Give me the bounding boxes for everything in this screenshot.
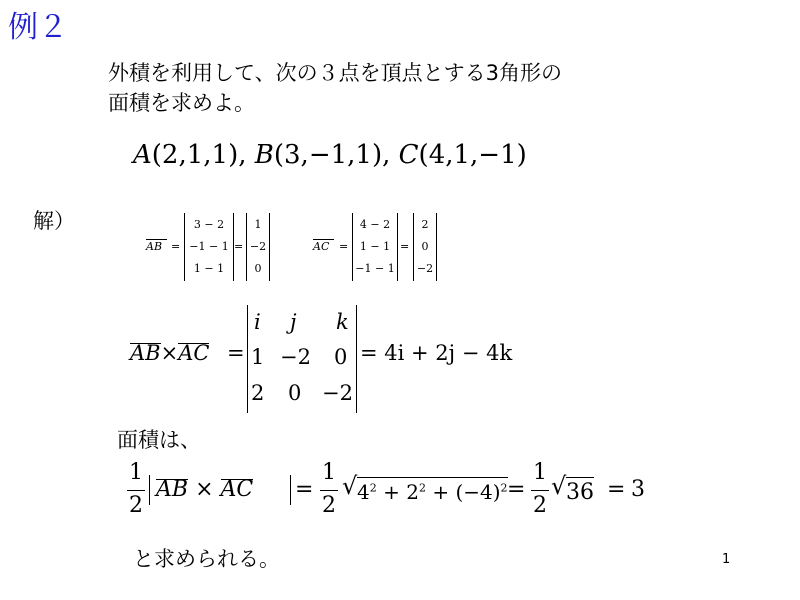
cross-product [130, 305, 530, 420]
vector-ac-result-column [413, 213, 437, 281]
problem-statement [108, 58, 562, 118]
equals-sign: = [234, 240, 244, 253]
equals-sign: = [339, 240, 349, 253]
vector-ab-diff-y: −1 − 1 [189, 240, 229, 253]
vector-ab-text: AB [156, 477, 189, 502]
sqrt-sign: √ [342, 472, 358, 500]
term-base: (−4) [455, 480, 501, 504]
vector-ac-diff-column [352, 213, 398, 281]
vector-ac-label [313, 240, 329, 253]
arrow-bar [221, 479, 254, 480]
point-c-coords: (4,1,−1) [418, 140, 527, 170]
matrix-cell: k [336, 310, 349, 334]
vector-ac-symbol [178, 341, 209, 365]
point-a-coords: (2,1,1) [151, 140, 239, 170]
equals-sign: = [227, 341, 245, 365]
fraction-half-3 [531, 460, 549, 518]
area-result: 3 [631, 477, 645, 502]
cross-product-lhs [130, 341, 209, 365]
magnitude-bars [149, 475, 291, 505]
vector-ab-z: 0 [254, 262, 262, 275]
matrix-cell: −2 [322, 381, 353, 405]
point-c-label: C [398, 140, 419, 170]
matrix-cell: i [254, 310, 261, 334]
denominator: 2 [322, 493, 336, 518]
point-a-label: A [133, 140, 152, 170]
fraction-half-2 [320, 460, 338, 518]
denominator: 2 [129, 493, 143, 518]
separator: , [382, 140, 391, 170]
vector-ab-y: −2 [249, 240, 267, 253]
matrix-cell: −2 [280, 345, 311, 369]
equals-sign: = [400, 240, 410, 253]
vector-ab-label [146, 240, 162, 253]
equals-sign: = [607, 477, 626, 502]
numerator: 1 [322, 460, 336, 485]
matrix-cell: 0 [334, 345, 348, 369]
slide-title: 例２ [8, 10, 68, 45]
vector-ab-symbol [130, 341, 161, 365]
vector-ab-result-column [246, 213, 270, 281]
vector-ab-symbol [156, 477, 188, 502]
equals-sign: = [171, 240, 181, 253]
arrow-bar [313, 239, 334, 240]
vector-ac-diff-x: 4 − 2 [359, 218, 391, 231]
vector-ac-text: AC [178, 341, 210, 365]
fraction-half-1 [127, 460, 145, 518]
vector-ac-z: −2 [416, 262, 434, 275]
arrow-bar [130, 343, 161, 344]
matrix-cell: 1 [251, 345, 265, 369]
vector-ac-y: 0 [421, 240, 429, 253]
conclusion-text: と求められる。 [133, 547, 280, 571]
times-sign: × [160, 341, 179, 365]
denominator: 2 [533, 493, 547, 518]
fraction-bar [127, 490, 145, 491]
term-base: 4 [357, 480, 370, 504]
sqrt-radicand-36: 36 [566, 477, 594, 505]
area-label: 面積は、 [117, 428, 201, 452]
equals-sign: = [295, 477, 314, 502]
problem-line-2: 面積を求めよ。 [108, 91, 255, 115]
vector-ab-diff-z: 1 − 1 [193, 262, 225, 275]
equals-sign: = [507, 477, 526, 502]
vector-ac-diff-z: −1 − 1 [355, 262, 395, 275]
sqrt-sign: √ [551, 472, 567, 500]
plus-sign: + [383, 480, 400, 504]
vector-ab-text: AB [130, 341, 161, 365]
sqrt-radicand [357, 477, 508, 504]
exponent: 2 [418, 481, 426, 495]
arrow-bar [146, 239, 167, 240]
fraction-bar [531, 490, 549, 491]
matrix-cell: j [290, 310, 297, 334]
page-number: 1 [722, 552, 731, 567]
vector-ab-diff-column [184, 213, 234, 281]
arrow-bar [178, 343, 209, 344]
cross-product-result: = 4i + 2j − 4k [360, 341, 513, 365]
point-b-coords: (3,−1,1) [273, 140, 383, 170]
plus-sign: + [432, 480, 450, 504]
matrix-cell: 0 [288, 381, 302, 405]
solution-label: 解） [33, 209, 75, 233]
term-base: 2 [406, 480, 419, 504]
arrow-bar [156, 479, 188, 480]
vector-components [146, 213, 446, 283]
exponent: 2 [369, 481, 377, 495]
vector-ac-symbol [221, 477, 254, 502]
vector-ac-diff-y: 1 − 1 [359, 240, 391, 253]
vector-ab-x: 1 [254, 218, 262, 231]
area-formula [127, 460, 667, 530]
separator: , [238, 140, 247, 170]
numerator: 1 [533, 460, 547, 485]
vector-ab-text: AB [146, 240, 163, 253]
numerator: 1 [129, 460, 143, 485]
fraction-bar [320, 490, 338, 491]
point-b-label: B [254, 140, 274, 170]
given-points [133, 140, 527, 170]
vector-ab-diff-x: 3 − 2 [193, 218, 225, 231]
vector-ac-text: AC [220, 477, 254, 502]
vector-ac-x: 2 [421, 218, 429, 231]
determinant-matrix [247, 305, 357, 413]
vector-ac-text: AC [313, 240, 330, 253]
problem-line-1: 外積を利用して、次の３点を頂点とする3角形の [108, 61, 562, 85]
matrix-cell: 2 [251, 381, 265, 405]
magnitude-content [156, 477, 253, 502]
times-sign: × [195, 477, 214, 502]
exponent: 2 [500, 481, 508, 495]
